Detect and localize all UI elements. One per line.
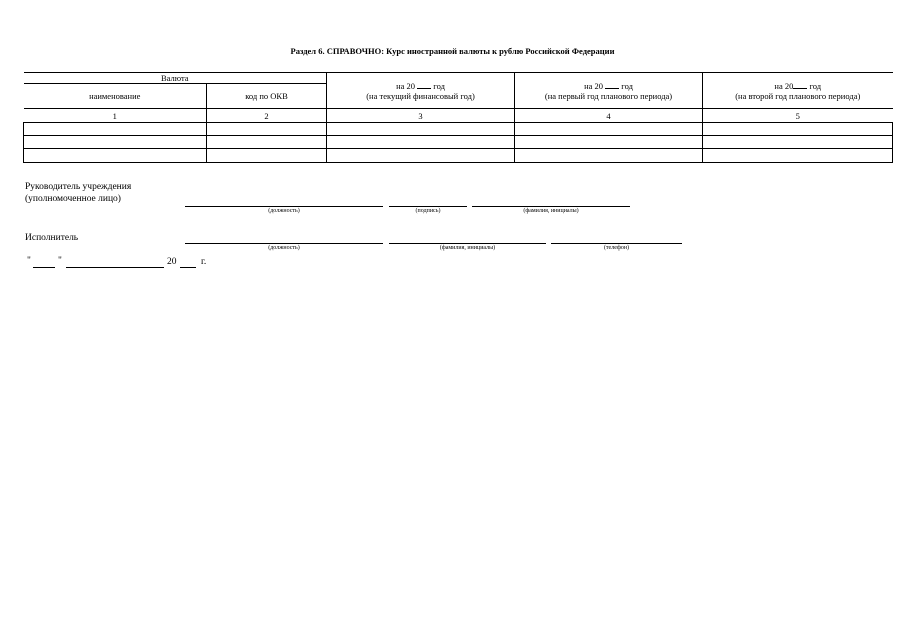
header-currency-name: наименование bbox=[24, 84, 207, 109]
date-day-line[interactable] bbox=[33, 267, 55, 268]
exec-phone-line[interactable] bbox=[551, 243, 682, 244]
head-caption-signature: (подпись) bbox=[415, 208, 441, 214]
date-month-line[interactable] bbox=[66, 267, 164, 268]
header-currency-code: код по ОКВ bbox=[207, 84, 327, 109]
date-quote-open: " bbox=[27, 256, 31, 266]
table-cell[interactable] bbox=[327, 123, 515, 136]
header-first-plan-year: на 20 год (на первый год планового периода) bbox=[515, 73, 703, 109]
exec-caption-name: (фамилия, инициалы) bbox=[439, 245, 496, 251]
col-number-5: 5 bbox=[703, 109, 893, 123]
col-number-4: 4 bbox=[515, 109, 703, 123]
exec-caption-position: (должность) bbox=[268, 245, 300, 251]
table-cell[interactable] bbox=[515, 123, 703, 136]
exec-caption-phone: (телефон) bbox=[603, 245, 630, 251]
header-currency-group: Валюта bbox=[24, 73, 327, 84]
head-name-line[interactable] bbox=[472, 206, 630, 207]
header-second-plan-year: на 20 год (на второй год планового периода) bbox=[703, 73, 893, 109]
head-signature-line[interactable] bbox=[389, 206, 467, 207]
table-cell[interactable] bbox=[327, 149, 515, 163]
head-caption-position: (должность) bbox=[268, 208, 300, 214]
table-cell[interactable] bbox=[515, 149, 703, 163]
section-title: Раздел 6. СПРАВОЧНО: Курс иностранной валюты к рублю Российской Федерации bbox=[290, 46, 615, 56]
head-label: Руководитель учреждения bbox=[25, 182, 132, 192]
table-cell[interactable] bbox=[207, 149, 327, 163]
table-cell[interactable] bbox=[24, 136, 207, 149]
table-cell[interactable] bbox=[327, 136, 515, 149]
head-label-sub: (уполномоченное лицо) bbox=[25, 194, 121, 204]
header-current-year: на 20 год (на текущий финансовый год) bbox=[327, 73, 515, 109]
table-cell[interactable] bbox=[24, 123, 207, 136]
table-cell[interactable] bbox=[207, 123, 327, 136]
exec-position-line[interactable] bbox=[185, 243, 383, 244]
table-cell[interactable] bbox=[703, 136, 893, 149]
executor-label: Исполнитель bbox=[25, 233, 79, 243]
exec-name-line[interactable] bbox=[389, 243, 546, 244]
table-row bbox=[24, 149, 893, 163]
date-year-suffix: г. bbox=[201, 257, 207, 267]
table-cell[interactable] bbox=[703, 149, 893, 163]
table-cell[interactable] bbox=[207, 136, 327, 149]
col-number-3: 3 bbox=[327, 109, 515, 123]
head-caption-name: (фамилия, инициалы) bbox=[523, 208, 579, 214]
table-cell[interactable] bbox=[515, 136, 703, 149]
col-number-1: 1 bbox=[24, 109, 207, 123]
table-cell[interactable] bbox=[24, 149, 207, 163]
date-year-line[interactable] bbox=[180, 267, 196, 268]
table-row bbox=[24, 123, 893, 136]
head-position-line[interactable] bbox=[185, 206, 383, 207]
date-quote-close: " bbox=[58, 256, 62, 266]
table-cell[interactable] bbox=[703, 123, 893, 136]
table-row bbox=[24, 136, 893, 149]
date-year-prefix: 20 bbox=[167, 257, 177, 267]
col-number-2: 2 bbox=[207, 109, 327, 123]
exchange-rate-table bbox=[23, 72, 893, 163]
